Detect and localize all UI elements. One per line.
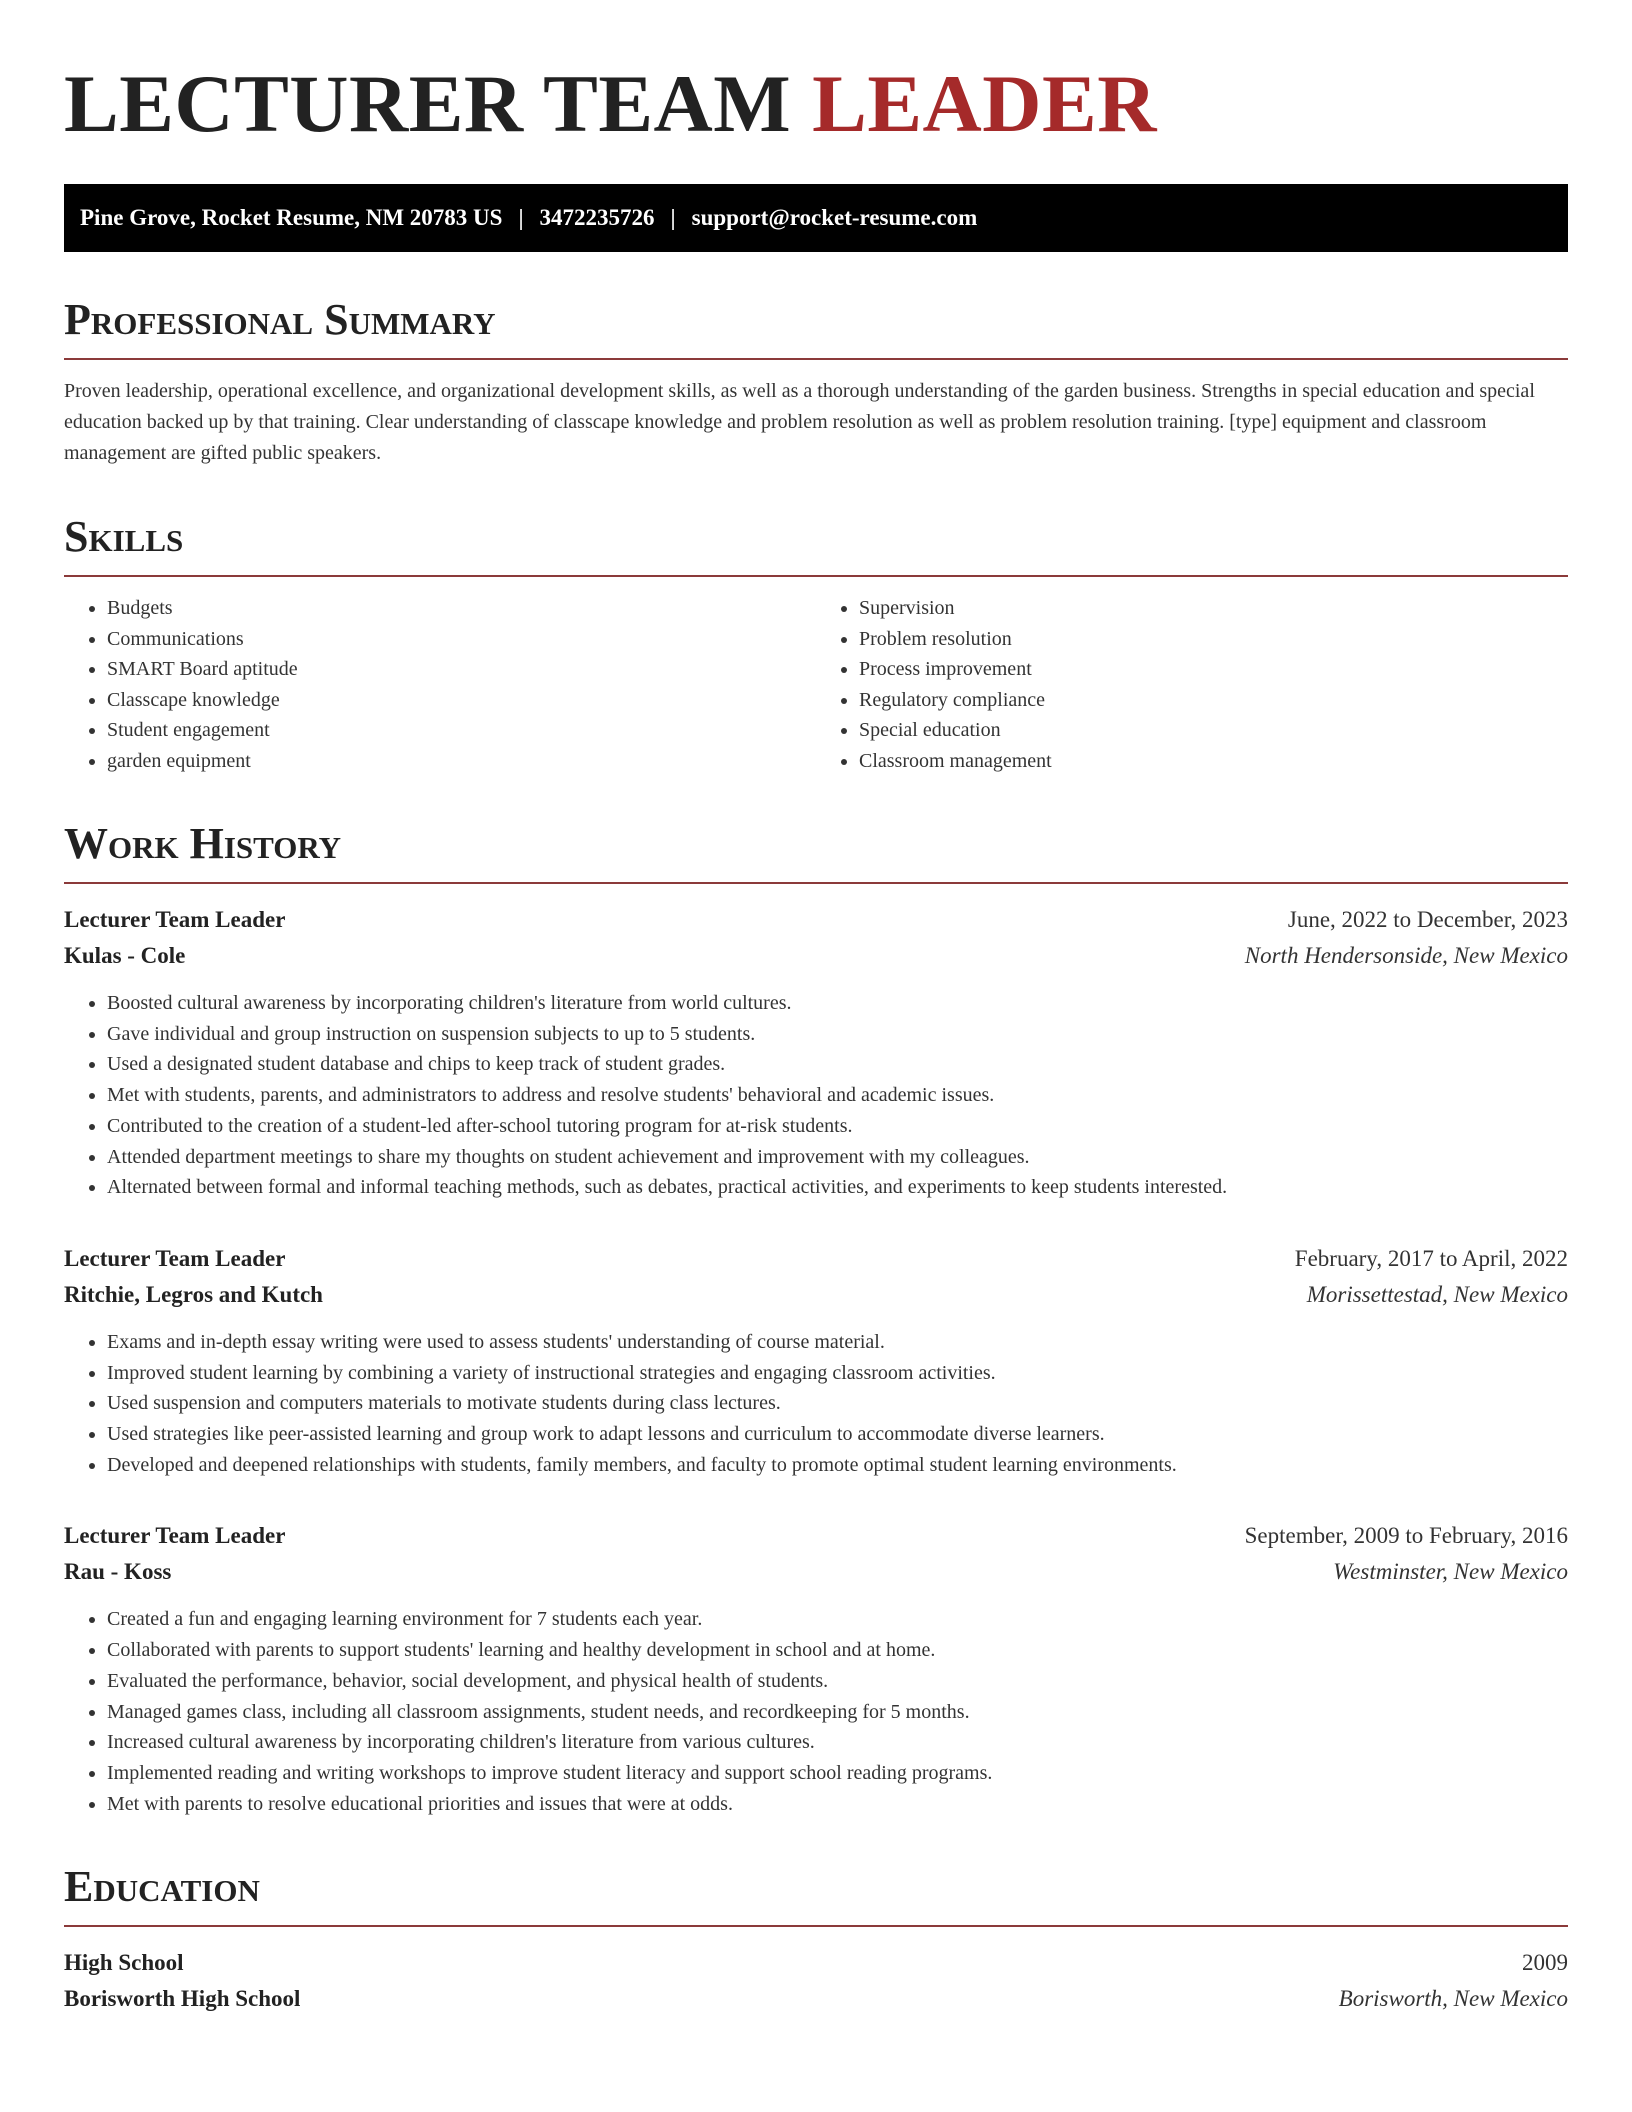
job-bullet: • Gave individual and group instruction on suspension subjects to up to 5 students. — [107, 1019, 1568, 1050]
skill-item: • Classcape knowledge — [107, 685, 816, 716]
education-section — [64, 1863, 1568, 2017]
contact-separator: | — [670, 205, 676, 230]
skill-item: • Process improvement — [859, 654, 1568, 685]
name-part-2: LEADER — [812, 58, 1157, 149]
job-company-row — [64, 1554, 1568, 1590]
job-title: Lecturer Team Leader — [64, 1245, 286, 1271]
skill-item: • Communications — [107, 624, 816, 655]
job-company: Rau - Koss — [64, 1559, 172, 1585]
job-entry — [64, 1518, 1568, 1819]
contact-bar — [64, 184, 1568, 252]
summary-text: Proven leadership, operational excellence, and organizational development skills, as well as a thorough understanding of the garden business. Strengths in special education and special education backed up by that training. Clear understanding of classcape knowledge and problem resolution as well as problem resolution training. [type] equipment and classroom management are gifted public speakers. — [64, 380, 1535, 464]
skills-columns — [64, 593, 1568, 776]
skill-item: • Classroom management — [859, 746, 1568, 777]
job-bullet: • Contributed to the creation of a student-led after-school tutoring program for at-risk students. — [107, 1111, 1568, 1142]
contact-separator: | — [518, 205, 524, 230]
skill-item: • Student engagement — [107, 715, 816, 746]
job-bullet: • Used strategies like peer-assisted learning and group work to adapt lessons and curriculum to accommodate diverse learners. — [107, 1419, 1568, 1450]
skill-item: • Budgets — [107, 593, 816, 624]
resume-name — [64, 56, 1568, 152]
job-bullet: • Collaborated with parents to support students' learning and healthy development in school and at home. — [107, 1635, 1568, 1666]
skill-item: • Special education — [859, 715, 1568, 746]
job-bullet: • Exams and in-depth essay writing were used to assess students' understanding of course material. — [107, 1327, 1568, 1358]
job-bullet: • Used a designated student database and chips to keep track of student grades. — [107, 1049, 1568, 1080]
job-dates: September, 2009 to February, 2016 — [1244, 1523, 1568, 1549]
job-bullet: • Created a fun and engaging learning environment for 7 students each year. — [107, 1604, 1568, 1635]
education-heading: Education — [64, 1863, 1568, 1927]
summary-section — [64, 296, 1568, 469]
job-title: Lecturer Team Leader — [64, 907, 286, 932]
job-location: Morissettestad, New Mexico — [1306, 1281, 1568, 1307]
job-bullet: • Managed games class, including all classroom assignments, student needs, and recordkeeping for 5 months. — [107, 1697, 1568, 1728]
job-bullet: • Boosted cultural awareness by incorporating children's literature from world cultures. — [107, 988, 1568, 1019]
job-title-row — [64, 1241, 1568, 1277]
skills-section — [64, 513, 1568, 776]
job-bullet: • Attended department meetings to share my thoughts on student achievement and improvement with my colleagues. — [107, 1142, 1568, 1173]
education-degree: High School — [64, 1950, 184, 1976]
skills-left-list — [64, 593, 816, 776]
skill-item: • Regulatory compliance — [859, 685, 1568, 716]
skills-right-list — [816, 593, 1568, 776]
job-bullet: • Evaluated the performance, behavior, social development, and physical health of students. — [107, 1666, 1568, 1697]
contact-phone: 3472235726 — [539, 205, 655, 230]
skills-heading: Skills — [64, 513, 1568, 577]
job-bullet: • Used suspension and computers materials to motivate students during class lectures. — [107, 1388, 1568, 1419]
work-history-heading: Work History — [64, 820, 1568, 884]
job-company-row — [64, 1277, 1568, 1313]
job-bullet: • Met with students, parents, and administrators to address and resolve students' behavioral and academic issues. — [107, 1080, 1568, 1111]
job-title-row — [64, 1518, 1568, 1554]
job-title-row — [64, 902, 1568, 938]
skill-item: • garden equipment — [107, 746, 816, 777]
job-dates: February, 2017 to April, 2022 — [1294, 1245, 1568, 1271]
education-entry — [64, 1945, 1568, 2017]
education-location: Borisworth, New Mexico — [1338, 1986, 1568, 2012]
job-bullets — [64, 1327, 1568, 1481]
job-bullet: • Alternated between formal and informal teaching methods, such as debates, practical activities, and experiments to keep students interested. — [107, 1172, 1568, 1203]
skill-item: • SMART Board aptitude — [107, 654, 816, 685]
job-title: Lecturer Team Leader — [64, 1523, 286, 1549]
work-history-section — [64, 820, 1568, 1819]
education-school: Borisworth High School — [64, 1986, 301, 2012]
job-bullets — [64, 1604, 1568, 1819]
job-company: Ritchie, Legros and Kutch — [64, 1281, 323, 1307]
contact-address: Pine Grove, Rocket Resume, NM 20783 US — [80, 205, 503, 230]
education-degree-row — [64, 1945, 1568, 1981]
job-dates: June, 2022 to December, 2023 — [1287, 907, 1568, 932]
job-bullet: • Implemented reading and writing workshops to improve student literacy and support school reading programs. — [107, 1758, 1568, 1789]
job-bullet: • Met with parents to resolve educational priorities and issues that were at odds. — [107, 1789, 1568, 1820]
name-part-1: LECTURER TEAM — [64, 58, 792, 149]
job-company: Kulas - Cole — [64, 943, 186, 968]
job-bullet: • Improved student learning by combining a variety of instructional strategies and engaging classroom activities. — [107, 1358, 1568, 1389]
job-company-row — [64, 938, 1568, 974]
job-location: North Hendersonside, New Mexico — [1244, 943, 1568, 968]
job-bullet: • Increased cultural awareness by incorporating children's literature from various cultures. — [107, 1727, 1568, 1758]
education-school-row — [64, 1981, 1568, 2017]
education-year: 2009 — [1522, 1950, 1568, 1976]
skill-item: • Problem resolution — [859, 624, 1568, 655]
job-bullets — [64, 988, 1568, 1203]
job-entry — [64, 902, 1568, 1203]
contact-email: support@rocket-resume.com — [691, 205, 978, 230]
job-entry — [64, 1241, 1568, 1481]
job-location: Westminster, New Mexico — [1333, 1559, 1568, 1585]
summary-heading: Professional Summary — [64, 296, 1568, 360]
job-bullet: • Developed and deepened relationships with students, family members, and faculty to promote optimal student learning environments. — [107, 1450, 1568, 1481]
skill-item: • Supervision — [859, 593, 1568, 624]
